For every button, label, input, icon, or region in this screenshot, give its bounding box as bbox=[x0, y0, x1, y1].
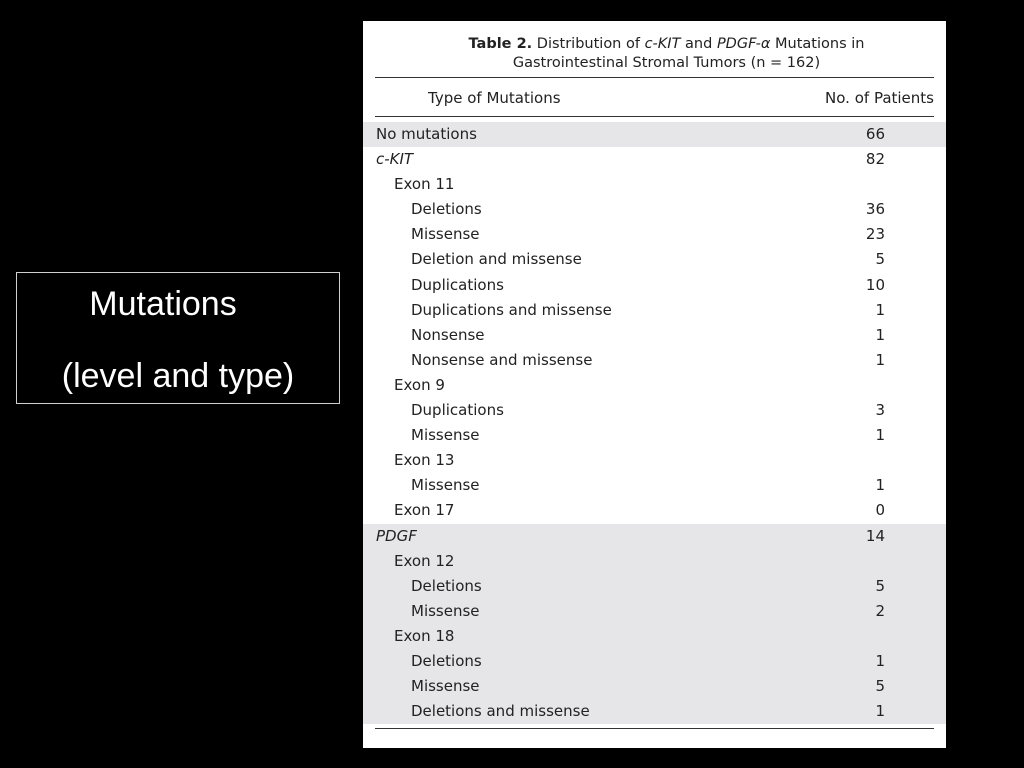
row-patient-count: 2 bbox=[875, 601, 885, 620]
row-patient-count: 5 bbox=[875, 576, 885, 595]
table-caption bbox=[363, 35, 946, 73]
row-patient-count: 1 bbox=[875, 300, 885, 319]
table-row bbox=[363, 699, 946, 724]
row-label: Deletions bbox=[411, 651, 482, 670]
table-row bbox=[363, 649, 946, 674]
table-row bbox=[363, 122, 946, 147]
caption-gene-pdgf: PDGF-α bbox=[716, 36, 771, 52]
table-row bbox=[363, 373, 946, 398]
row-label: Exon 17 bbox=[394, 501, 455, 520]
row-patient-count: 36 bbox=[865, 200, 885, 219]
caption-text-2: and bbox=[680, 36, 717, 52]
table-row bbox=[363, 549, 946, 574]
caption-line-2: Gastrointestinal Stromal Tumors (n = 162) bbox=[512, 55, 821, 71]
slide-label-line1: Mutations bbox=[89, 285, 237, 323]
row-label: Missense bbox=[411, 677, 480, 696]
table-row bbox=[363, 273, 946, 298]
row-patient-count: 1 bbox=[875, 426, 885, 445]
row-patient-count: 5 bbox=[875, 677, 885, 696]
row-label: Deletion and missense bbox=[411, 250, 582, 269]
table-row bbox=[363, 599, 946, 624]
row-label: Missense bbox=[411, 476, 480, 495]
table-row bbox=[363, 423, 946, 448]
table-row bbox=[363, 197, 946, 222]
table-row bbox=[363, 298, 946, 323]
table-row bbox=[363, 398, 946, 423]
row-label: Duplications and missense bbox=[411, 300, 612, 319]
table-row bbox=[363, 172, 946, 197]
row-label: Duplications bbox=[411, 401, 504, 420]
table-row bbox=[363, 247, 946, 272]
table-row bbox=[363, 222, 946, 247]
row-label: Missense bbox=[411, 225, 480, 244]
table-row bbox=[363, 524, 946, 549]
row-patient-count: 66 bbox=[865, 125, 885, 143]
row-label: Exon 11 bbox=[394, 175, 455, 194]
row-patient-count: 23 bbox=[865, 225, 885, 244]
slide-label-box bbox=[16, 272, 340, 404]
caption-table-number: Table 2. bbox=[468, 36, 533, 52]
slide-label-line2: (level and type) bbox=[61, 357, 295, 395]
table-header-rule bbox=[375, 116, 934, 117]
row-patient-count: 1 bbox=[875, 350, 885, 369]
column-header-type: Type of Mutations bbox=[428, 89, 561, 107]
table-row bbox=[363, 574, 946, 599]
table-row bbox=[363, 448, 946, 473]
table-row bbox=[363, 674, 946, 699]
row-label: Exon 13 bbox=[394, 451, 455, 470]
row-label: No mutations bbox=[376, 125, 477, 143]
row-patient-count: 82 bbox=[865, 150, 885, 169]
row-label: PDGF bbox=[376, 526, 417, 545]
mutation-table bbox=[363, 21, 946, 748]
table-top-rule bbox=[375, 77, 934, 78]
row-patient-count: 1 bbox=[875, 651, 885, 670]
caption-text-3: Mutations in bbox=[770, 36, 865, 52]
table-row bbox=[363, 348, 946, 373]
row-patient-count: 14 bbox=[865, 526, 885, 545]
row-label: Missense bbox=[411, 601, 480, 620]
row-patient-count: 1 bbox=[875, 702, 885, 721]
row-label: Deletions bbox=[411, 200, 482, 219]
row-patient-count: 10 bbox=[865, 275, 885, 294]
row-label: Deletions bbox=[411, 576, 482, 595]
column-header-patients: No. of Patients bbox=[825, 89, 934, 107]
caption-text-1: Distribution of bbox=[532, 36, 645, 52]
table-row bbox=[363, 498, 946, 523]
row-label: Missense bbox=[411, 426, 480, 445]
row-label: Deletions and missense bbox=[411, 702, 590, 721]
caption-gene-ckit: c-KIT bbox=[644, 36, 681, 52]
row-label: Exon 9 bbox=[394, 375, 445, 394]
row-label: Exon 18 bbox=[394, 626, 455, 645]
table-row bbox=[363, 147, 946, 172]
row-patient-count: 1 bbox=[875, 476, 885, 495]
row-patient-count: 5 bbox=[875, 250, 885, 269]
table-row bbox=[363, 624, 946, 649]
row-label: Duplications bbox=[411, 275, 504, 294]
table-body bbox=[363, 122, 946, 724]
row-patient-count: 1 bbox=[875, 325, 885, 344]
row-patient-count: 3 bbox=[875, 401, 885, 420]
table-row bbox=[363, 323, 946, 348]
row-label: Nonsense bbox=[411, 325, 485, 344]
row-label: Exon 12 bbox=[394, 551, 455, 570]
row-label: Nonsense and missense bbox=[411, 350, 593, 369]
table-bottom-rule bbox=[375, 728, 934, 729]
table-row bbox=[363, 473, 946, 498]
row-patient-count: 0 bbox=[875, 501, 885, 520]
row-label: c-KIT bbox=[376, 150, 414, 169]
